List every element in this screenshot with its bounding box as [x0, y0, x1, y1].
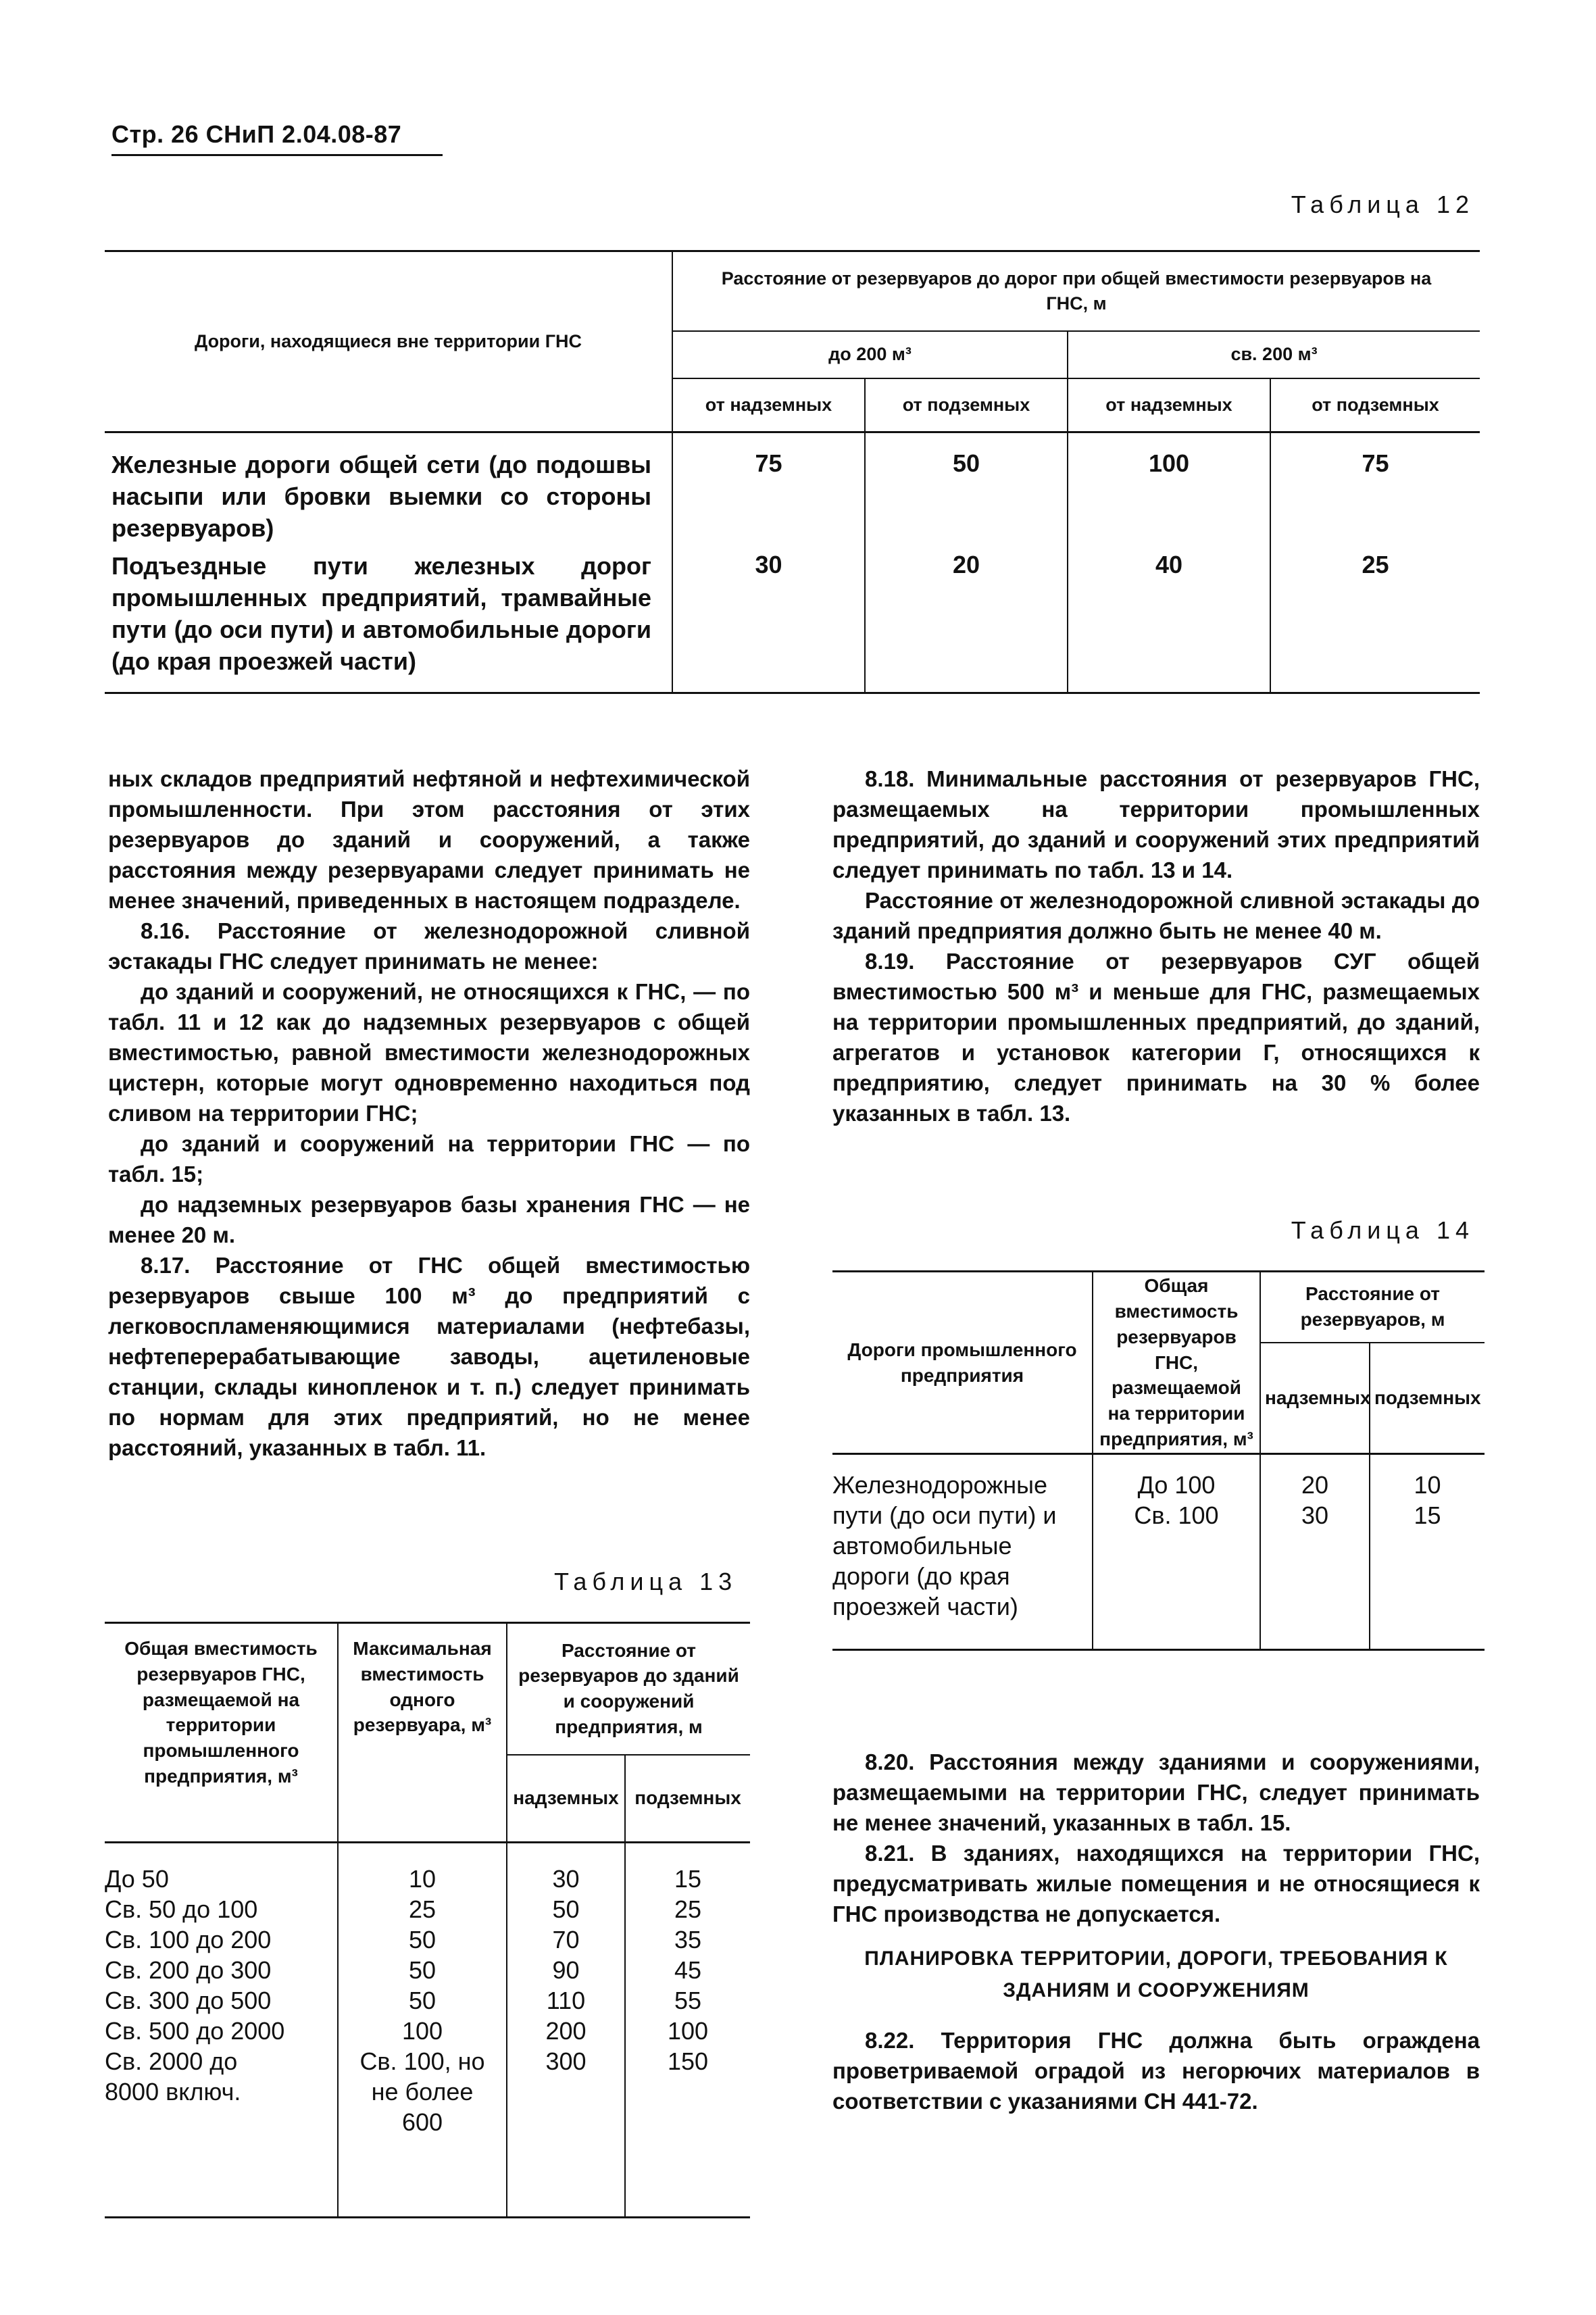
t12-cell: 50: [865, 432, 1068, 545]
t13-sub-under: подземных: [625, 1755, 750, 1843]
t13-above-cell: [507, 1843, 625, 2218]
t13-max-cell: [338, 1843, 507, 2218]
paragraph-8-22: 8.22. Территория ГНС должна быть ограждена проветриваемой оградой из негорючих материалов в соответствии с указаниями СН 441-72.: [832, 2028, 1480, 2114]
t13-value: 100: [667, 2017, 709, 2045]
t13-value: 200: [545, 2017, 587, 2045]
t14-above-cell: [1260, 1454, 1370, 1650]
t13-value: 70: [552, 1926, 580, 1953]
clause-number: 8.20.: [865, 1749, 915, 1774]
t13-value: 30: [552, 1865, 580, 1893]
t12-row-name: Железные дороги общей сети (до подошвы насыпи или бровки выемки со стороны резервуаров): [105, 432, 672, 545]
table-13-caption: Таблица 13: [554, 1568, 738, 1595]
t14-col-roads-header: Дороги промышленного предприятия: [832, 1272, 1093, 1454]
t14-value: 30: [1301, 1501, 1329, 1529]
header-rule: [111, 154, 443, 156]
t14-road-cell: Железнодорожные пути (до оси пути) и автомобильные дороги (до края проезжей части): [832, 1454, 1093, 1650]
t12-sub-under: от подземных: [865, 378, 1068, 432]
t13-capacity-cell: [105, 1843, 338, 2218]
t12-group-over: св. 200 м³: [1068, 331, 1480, 378]
paragraph: до зданий и сооружений, не относящихся к ГНС, — по табл. 11 и 12 как до надземных резервуаров с общей вместимостью, равной вместимости железнодорожных цистерн, которые могут одновременно находиться под сливом на территории ГНС;: [108, 979, 750, 1126]
t13-value: 25: [408, 1895, 437, 1923]
t12-cell: 30: [672, 544, 865, 693]
t13-under-cell: [625, 1843, 750, 2218]
t13-value: 100: [401, 2017, 443, 2045]
clause-number: 8.19.: [865, 949, 915, 974]
page-header: Стр. 26 СНиП 2.04.08-87: [111, 120, 402, 148]
t14-value: 10: [1414, 1471, 1441, 1499]
t13-col-capacity-header: Общая вместимость резервуаров ГНС, размещаемой на территории промышленного предприятия, м³: [105, 1623, 338, 1843]
t12-cell: 75: [672, 432, 865, 545]
clause-number: 8.16.: [141, 918, 191, 943]
t13-value: Св. 100 до 200: [105, 1926, 272, 1953]
clause-number: 8.22.: [865, 2028, 915, 2053]
t13-value: 35: [674, 1926, 702, 1953]
t13-value: Св. 50 до 100: [105, 1895, 258, 1923]
t14-under-cell: [1370, 1454, 1485, 1650]
t12-sub-above: от надземных: [672, 378, 865, 432]
paragraph-8-19: 8.19. Расстояние от резервуаров СУГ общей вместимостью 500 м³ и меньше для ГНС, размещаемых на территории промышленных предприятий, до зданий, агрегатов и установок категории Г, относящихся к предприятию, следует принимать на 30 % более указанных в табл. 13.: [832, 949, 1480, 1126]
t13-value: Св. 300 до 500: [105, 1987, 272, 2014]
t12-group-upto: до 200 м³: [672, 331, 1068, 378]
t12-col-distance-header: Расстояние от резервуаров до дорог при общей вместимости резервуаров на ГНС, м: [672, 251, 1480, 331]
t13-value: 45: [674, 1956, 702, 1984]
t12-cell: 75: [1362, 449, 1389, 477]
t14-capacity-cell: [1093, 1454, 1260, 1650]
table-14: [832, 1270, 1485, 1651]
t14-sub-above: надземных: [1260, 1343, 1370, 1454]
t13-col-max-header: Максимальная вместимость одного резервуара, м³: [338, 1623, 507, 1843]
t12-cell: 25: [1362, 551, 1389, 579]
t13-value: 10: [408, 1865, 437, 1893]
t14-value: 20: [1301, 1471, 1329, 1499]
left-column-text: [108, 764, 750, 1463]
t14-value: До 100: [1137, 1471, 1216, 1499]
t13-value: 55: [674, 1987, 702, 2014]
section-heading: ПЛАНИРОВКА ТЕРРИТОРИИ, ДОРОГИ, ТРЕБОВАНИЯ К ЗДАНИЯМ И СООРУЖЕНИЯМ: [864, 1947, 1448, 2001]
t12-sub-under: от подземных: [1270, 378, 1480, 432]
t13-value: Св. 500 до 2000: [105, 2017, 285, 2045]
t14-sub-under: подземных: [1370, 1343, 1485, 1454]
table-12: [105, 250, 1480, 694]
t13-value: 110: [546, 1987, 586, 2014]
table-12-caption: Таблица 12: [1291, 191, 1474, 218]
right-column-bottom-text: [832, 1747, 1480, 2116]
t12-sub-above: от надземных: [1068, 378, 1270, 432]
t13-value: 90: [552, 1956, 580, 1984]
paragraph: до надземных резервуаров базы хранения ГНС — не менее 20 м.: [108, 1192, 750, 1247]
t13-value: До 50: [105, 1865, 169, 1893]
t12-cell: 20: [865, 544, 1068, 693]
paragraph-8-16: 8.16. Расстояние от железнодорожной сливной эстакады ГНС следует принимать не менее:: [108, 918, 750, 974]
paragraph-8-17: 8.17. Расстояние от ГНС общей вместимостью резервуаров свыше 100 м³ до предприятий с легковоспламеняющимися материалами (нефтебазы, нефтеперерабатывающие заводы, ацетиленовые станции, склады кинопленок и т. п.) следует принимать по нормам для этих предприятий, но не менее расстояний, указанных в табл. 11.: [108, 1253, 750, 1460]
t13-value: 50: [408, 1956, 437, 1984]
t12-cell: 40: [1068, 544, 1270, 693]
t14-col-distance-header: Расстояние от резервуаров, м: [1260, 1272, 1485, 1343]
paragraph: ных складов предприятий нефтяной и нефтехимической промышленности. При этом расстояния от этих резервуаров до зданий и сооружений, а также расстояния между резервуарами следует принимать не менее значений, приведенных в настоящем подразделе.: [108, 766, 750, 913]
t13-col-distance-header: Расстояние от резервуаров до зданий и сооружений предприятия, м: [507, 1623, 750, 1755]
t13-value: 50: [552, 1895, 580, 1923]
table-13: [105, 1622, 750, 2218]
t13-value: 50: [408, 1926, 437, 1953]
t13-value: 50: [408, 1987, 437, 2014]
t13-value: Св. 200 до 300: [105, 1956, 272, 1984]
t14-col-capacity-header: Общая вместимость резервуаров ГНС, размещаемой на территории предприятия, м³: [1093, 1272, 1260, 1454]
clause-number: 8.17.: [141, 1253, 191, 1278]
t12-col-roads-header: Дороги, находящиеся вне территории ГНС: [105, 251, 672, 432]
table-14-caption: Таблица 14: [1291, 1216, 1474, 1244]
t13-value: 15: [674, 1865, 702, 1893]
right-column-top-text: [832, 764, 1480, 1128]
t13-value: 150: [667, 2047, 709, 2075]
paragraph: до зданий и сооружений на территории ГНС — по табл. 15;: [108, 1131, 750, 1187]
t13-value: 300: [545, 2047, 587, 2075]
clause-number: 8.18.: [865, 766, 915, 791]
t13-value: Св. 2000 до 8000 включ.: [105, 2047, 241, 2106]
paragraph-8-21: 8.21. В зданиях, находящихся на территории ГНС, предусматривать жилые помещения и не относящиеся к ГНС производства не допускается.: [832, 1841, 1480, 1926]
t14-value: Св. 100: [1134, 1501, 1219, 1529]
paragraph: Расстояние от железнодорожной сливной эстакады до зданий предприятия должно быть не менее 40 м.: [832, 888, 1480, 943]
t13-value: Св. 100, но не более 600: [359, 2047, 485, 2136]
t13-sub-above: надземных: [507, 1755, 625, 1843]
clause-number: 8.21.: [865, 1841, 915, 1866]
paragraph-8-20: 8.20. Расстояния между зданиями и сооружениями, размещаемыми на территории ГНС, следует принимать не менее значений, указанных в табл. 15.: [832, 1749, 1480, 1835]
t14-value: 15: [1414, 1501, 1441, 1529]
paragraph-8-18: 8.18. Минимальные расстояния от резервуаров ГНС, размещаемых на территории промышленных предприятий, до зданий и сооружений этих предприятий следует принимать по табл. 13 и 14.: [832, 766, 1480, 882]
t12-cell: 100: [1068, 432, 1270, 545]
t13-value: 25: [674, 1895, 702, 1923]
t12-row-name: Подъездные пути железных дорог промышленных предприятий, трамвайные пути (до оси пути) и автомобильные дороги (до края проезжей части): [105, 544, 672, 693]
